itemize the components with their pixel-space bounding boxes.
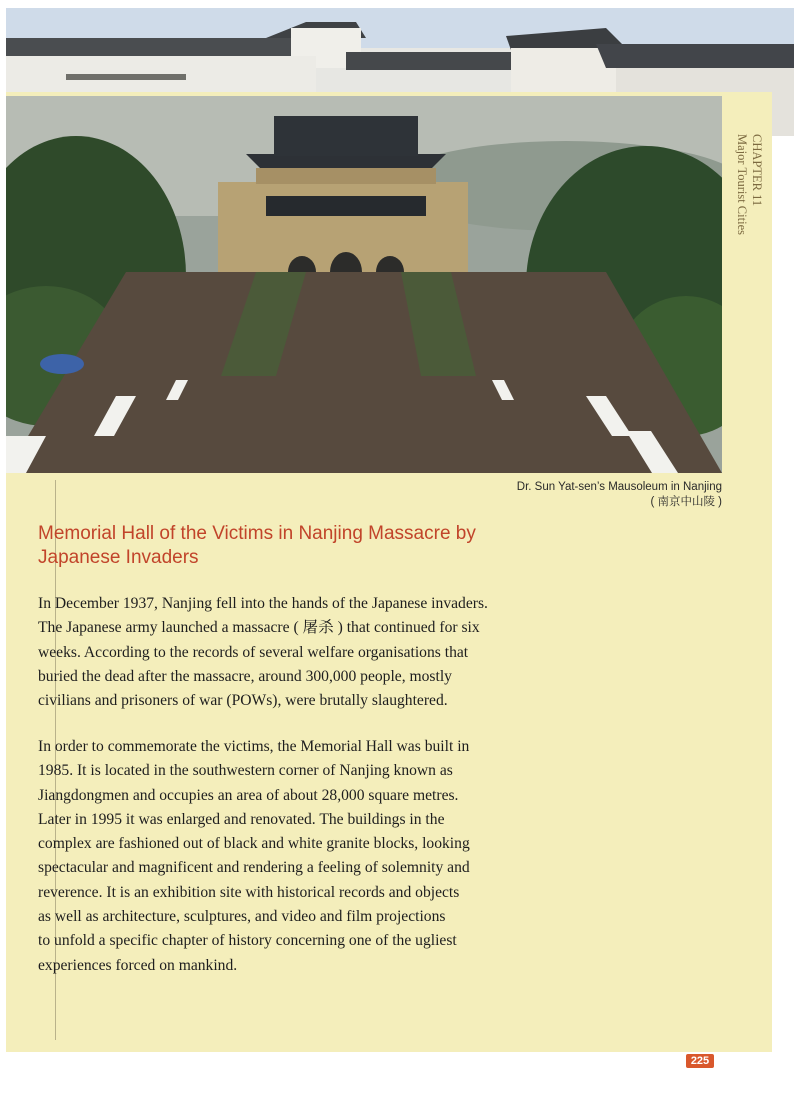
mausoleum-illustration <box>6 96 722 473</box>
section-heading <box>38 522 558 570</box>
mausoleum-photo <box>6 96 722 473</box>
text-line: 1985. It is located in the southwestern corner of Nanjing known as <box>38 762 453 780</box>
photo-caption <box>517 480 722 510</box>
text-line: civilians and prisoners of war (POWs), were brutally slaughtered. <box>38 692 448 710</box>
caption-english: Dr. Sun Yat-sen’s Mausoleum in Nanjing <box>516 481 722 493</box>
text-line: as well as architecture, sculptures, and video and film projections <box>38 908 446 926</box>
chapter-running-head <box>734 134 764 254</box>
text-line: weeks. According to the records of several welfare organisations that <box>38 643 469 661</box>
text-line: to unfold a specific chapter of history concerning one of the ugliest <box>38 932 457 950</box>
chapter-title: Major Tourist Cities <box>735 134 749 235</box>
caption-chinese: ( 南京中山陵 ) <box>650 496 722 508</box>
heading-line-1: Memorial Hall of the Victims in Nanjing Massacre by <box>38 523 476 544</box>
page-number-badge: 225 <box>686 1054 714 1068</box>
text-line: In December 1937, Nanjing fell into the hands of the Japanese invaders. <box>38 595 488 612</box>
text-line: In order to commemorate the victims, the Memorial Hall was built in <box>38 738 470 755</box>
text-line: Jiangdongmen and occupies an area of about 28,000 square metres. <box>38 786 459 804</box>
text-line: reverence. It is an exhibition site with historical records and objects <box>38 883 460 901</box>
paragraph-1 <box>38 592 558 713</box>
text-line: buried the dead after the massacre, around 300,000 people, mostly <box>38 667 452 685</box>
paragraph-2 <box>38 735 558 978</box>
text-line: Later in 1995 it was enlarged and renovated. The buildings in the <box>38 810 445 828</box>
text-line: complex are fashioned out of black and white granite blocks, looking <box>38 835 470 853</box>
heading-line-2: Japanese Invaders <box>38 547 199 568</box>
text-line: spectacular and magnificent and rendering a feeling of solemnity and <box>38 859 470 877</box>
text-line: experiences forced on mankind. <box>38 956 238 974</box>
chapter-number: CHAPTER 11 <box>750 134 764 207</box>
text-line: The Japanese army launched a massacre ( 屠杀 ) that continued for six <box>38 619 480 637</box>
